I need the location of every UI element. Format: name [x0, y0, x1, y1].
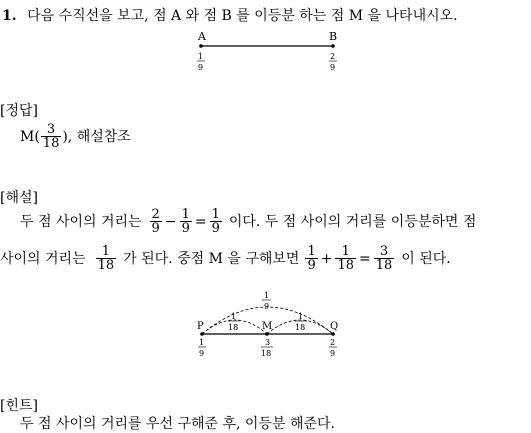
point-a-label: A — [198, 30, 206, 43]
answer-fraction — [41, 123, 62, 150]
point-m-dot — [265, 332, 269, 336]
top-num: 1 — [264, 291, 270, 300]
right-num: 1 — [298, 312, 304, 321]
explanation-text-2a: 사이의 거리는 — [0, 250, 86, 267]
equals-sign: = — [194, 213, 207, 230]
point-m-label: M — [262, 321, 273, 332]
m-num: 3 — [265, 338, 271, 347]
frac-den: 9 — [151, 221, 160, 236]
explanation-text-1b: 이다. 두 점 사이의 거리를 이등분하면 점 — [228, 213, 477, 230]
value-a-num: 1 — [198, 52, 204, 61]
question-line — [2, 8, 458, 24]
frac-den: 9 — [307, 258, 316, 273]
frac-num: 1 — [211, 207, 220, 222]
value-a-den: 9 — [198, 63, 204, 72]
frac-num: 2 — [151, 207, 160, 222]
point-b-dot — [331, 44, 335, 48]
explanation-text-2b: 가 된다. 중점 M 을 구해보면 — [123, 250, 300, 267]
answer-m-label: M( — [20, 128, 40, 145]
frac-den: 9 — [211, 221, 220, 236]
explanation-text-1a: 두 점 사이의 거리는 — [20, 213, 142, 230]
value-b-num: 2 — [330, 52, 336, 61]
frac-num: 3 — [379, 244, 389, 259]
q-num: 2 — [330, 338, 336, 347]
point-a-dot — [199, 44, 203, 48]
fraction-1-18 — [96, 245, 117, 272]
left-den: 18 — [228, 323, 239, 332]
point-p-dot — [200, 332, 204, 336]
top-den: 9 — [264, 302, 270, 311]
right-den: 18 — [295, 323, 306, 332]
fraction-3-18 — [374, 245, 395, 272]
q-den: 9 — [330, 349, 336, 358]
fraction-2-9 — [150, 208, 162, 235]
answer-suffix: ), 해설참조 — [62, 128, 131, 145]
frac-num: 1 — [181, 207, 190, 222]
equals-sign: = — [359, 250, 371, 267]
frac-num: 1 — [341, 244, 350, 259]
question-text: 다음 수직선을 보고, 점 A 와 점 B 를 이등분 하는 점 M 을 나타내시오. — [27, 8, 458, 24]
hint-text: 두 점 사이의 거리를 우선 구해준 후, 이등분 해준다. — [20, 416, 335, 432]
number-line-ab — [190, 28, 350, 78]
hint-heading: [힌트] — [0, 398, 38, 414]
answer-line — [20, 123, 131, 150]
number-line-pmq — [190, 288, 350, 363]
point-p-label: P — [197, 321, 204, 332]
fraction-1-9 — [180, 208, 192, 235]
frac-den: 18 — [97, 258, 115, 273]
m-den: 18 — [261, 349, 272, 358]
explanation-line-1 — [20, 208, 476, 235]
frac-den: 18 — [375, 258, 393, 273]
plus-sign: + — [320, 250, 333, 267]
explanation-line-2 — [0, 245, 451, 272]
point-q-label: Q — [330, 321, 339, 332]
frac-den: 9 — [181, 221, 190, 236]
fraction-1-9-sum — [305, 245, 317, 272]
answer-num: 3 — [46, 122, 56, 137]
minus-sign: − — [164, 213, 177, 230]
frac-den: 18 — [337, 258, 354, 273]
answer-den: 18 — [42, 136, 60, 151]
value-b-den: 9 — [330, 63, 336, 72]
point-b-label: B — [329, 30, 338, 43]
fraction-1-18-sum — [335, 245, 356, 272]
explanation-heading: [해설] — [0, 190, 38, 206]
p-den: 9 — [199, 349, 205, 358]
question-number: 1. — [2, 8, 17, 24]
p-num: 1 — [199, 338, 205, 347]
answer-heading: [정답] — [0, 103, 38, 119]
fraction-1-9-result — [210, 208, 222, 235]
frac-num: 1 — [101, 244, 111, 259]
explanation-text-2c: 이 된다. — [401, 250, 451, 267]
frac-num: 1 — [307, 244, 316, 259]
left-num: 1 — [231, 312, 237, 321]
point-q-dot — [331, 332, 335, 336]
